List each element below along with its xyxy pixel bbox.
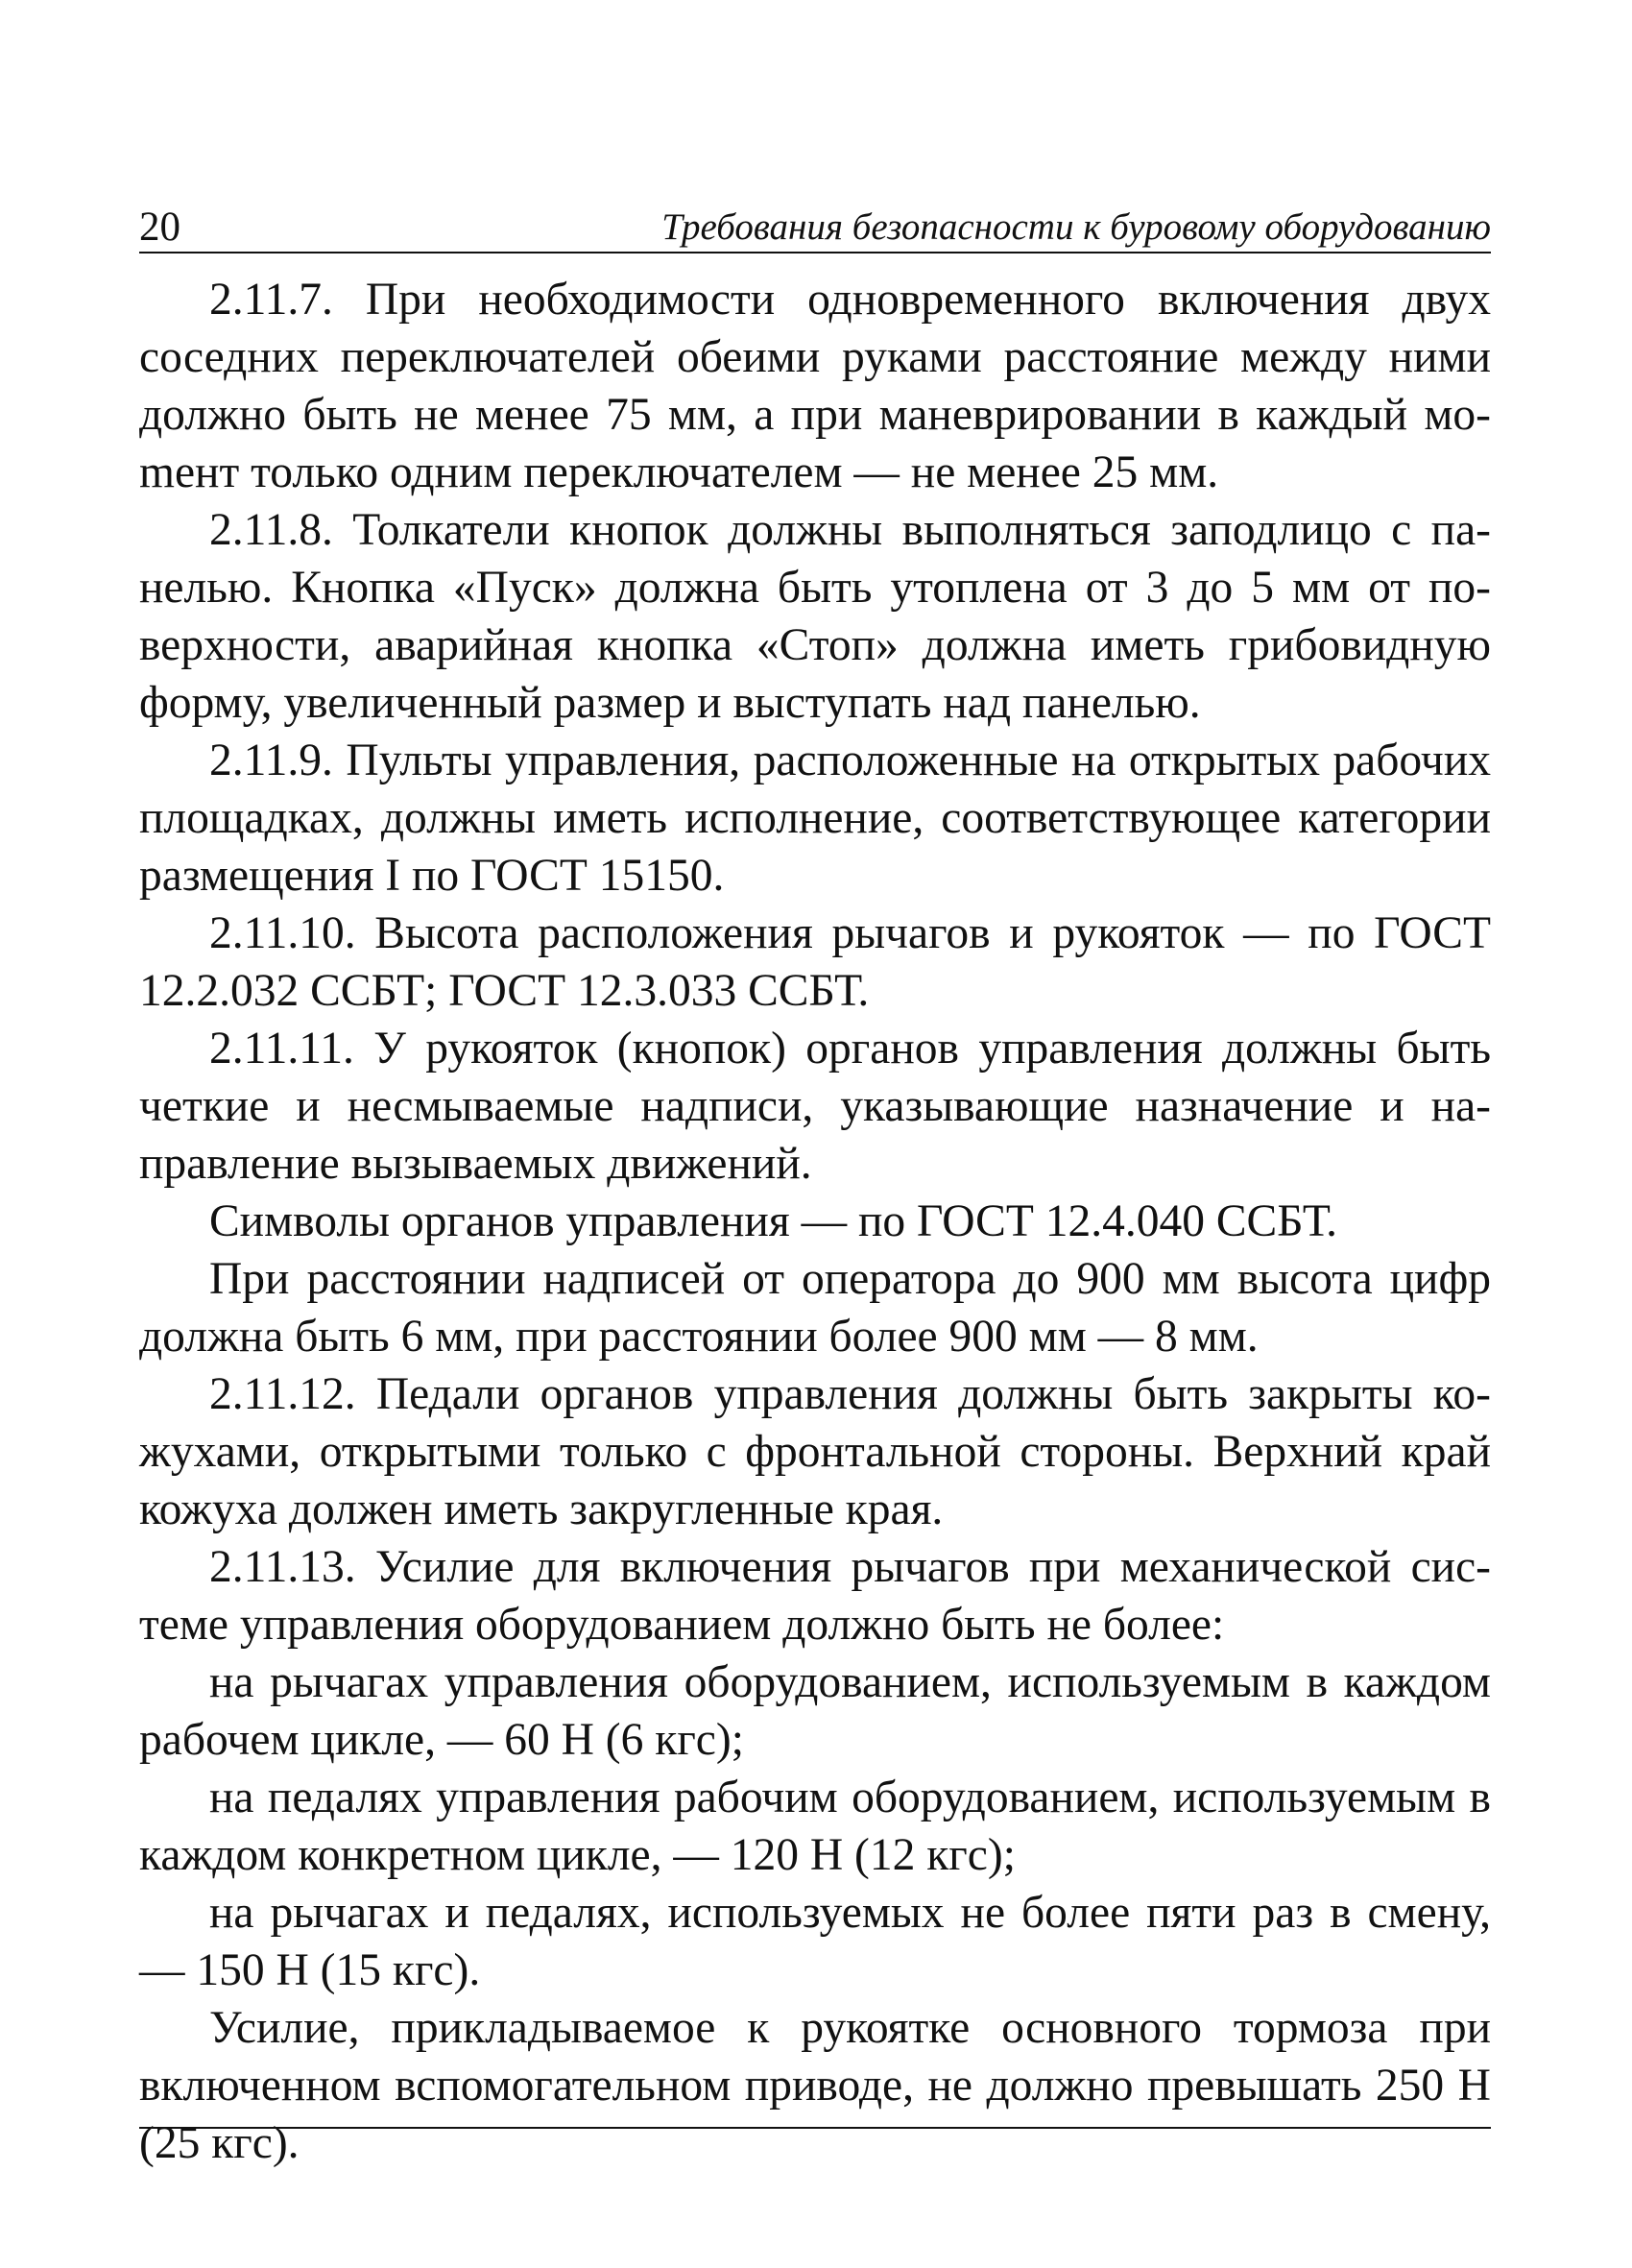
document-page: [139, 192, 1491, 2172]
paragraph-2-11-7: 2.11.7. При необходимости одновременного включения двух соседних переключателей обеими руками расстояние между ними должно быть не менее 75 мм, а при маневрировании в каждый моmент только одним переключателем — не менее 25 мм.: [139, 275, 1491, 497]
footer-rule: [139, 2127, 1491, 2129]
paragraph-control-symbols: Символы органов управления — по ГОСТ 12.4.040 ССБТ.: [209, 1196, 1337, 1246]
page-number: 20: [139, 205, 180, 250]
paragraph-2-11-12: 2.11.12. Педали органов управления должны быть закрыты кожухами, открытыми только с фронтальной стороны. Верхний край кожуха должен иметь закругленные края.: [139, 1369, 1491, 1534]
paragraph-lever-force: на рычагах управления оборудованием, используемым в каждом рабочем цикле, — 60 Н (6 кгс);: [139, 1657, 1491, 1765]
paragraph-digit-height: При расстоянии надписей от оператора до 900 мм высота цифр должна быть 6 мм, при расстоянии более 900 мм — 8 мм.: [139, 1254, 1491, 1362]
paragraph-brake-force: Усилие, прикладываемое к рукоятке основного тормоза при включенном вспомогательном приводе, не должно превышать 250 Н (25 кгс).: [139, 2003, 1491, 2168]
paragraph-2-11-11: 2.11.11. У рукояток (кнопок) органов управления должны быть четкие и несмываемые надписи, указывающие назначение и направление вызываемых движений.: [139, 1024, 1491, 1189]
paragraph-2-11-8: 2.11.8. Толкатели кнопок должны выполняться заподлицо с панелью. Кнопка «Пуск» должна быть утоплена от 3 до 5 мм от поверхности, аварийная кнопка «Стоп» должна иметь грибовидную форму, увеличенный размер и выступать над панелью.: [139, 505, 1491, 728]
document-body: [139, 271, 1491, 2172]
paragraph-pedal-force: на педалях управления рабочим оборудованием, используемым в каждом конкретном цикле, — 120 Н (12 кгс);: [139, 1773, 1491, 1880]
paragraph-2-11-10: 2.11.10. Высота расположения рычагов и рукояток — по ГОСТ 12.2.032 ССБТ; ГОСТ 12.3.033 ССБТ.: [139, 908, 1491, 1016]
running-title: Требования безопасности к буровому оборудованию: [661, 206, 1491, 248]
paragraph-rare-use-force: на рычагах и педалях, используемых не более пяти раз в смену, — 150 Н (15 кгс).: [139, 1888, 1491, 1995]
paragraph-2-11-13: 2.11.13. Усилие для включения рычагов при механической системе управления оборудованием должно быть не более:: [139, 1542, 1491, 1650]
paragraph-2-11-9: 2.11.9. Пульты управления, расположенные на открытых рабочих площадках, должны иметь исполнение, соответствующее категории размещения I по ГОСТ 15150.: [139, 736, 1491, 901]
page-header: [139, 192, 1491, 253]
